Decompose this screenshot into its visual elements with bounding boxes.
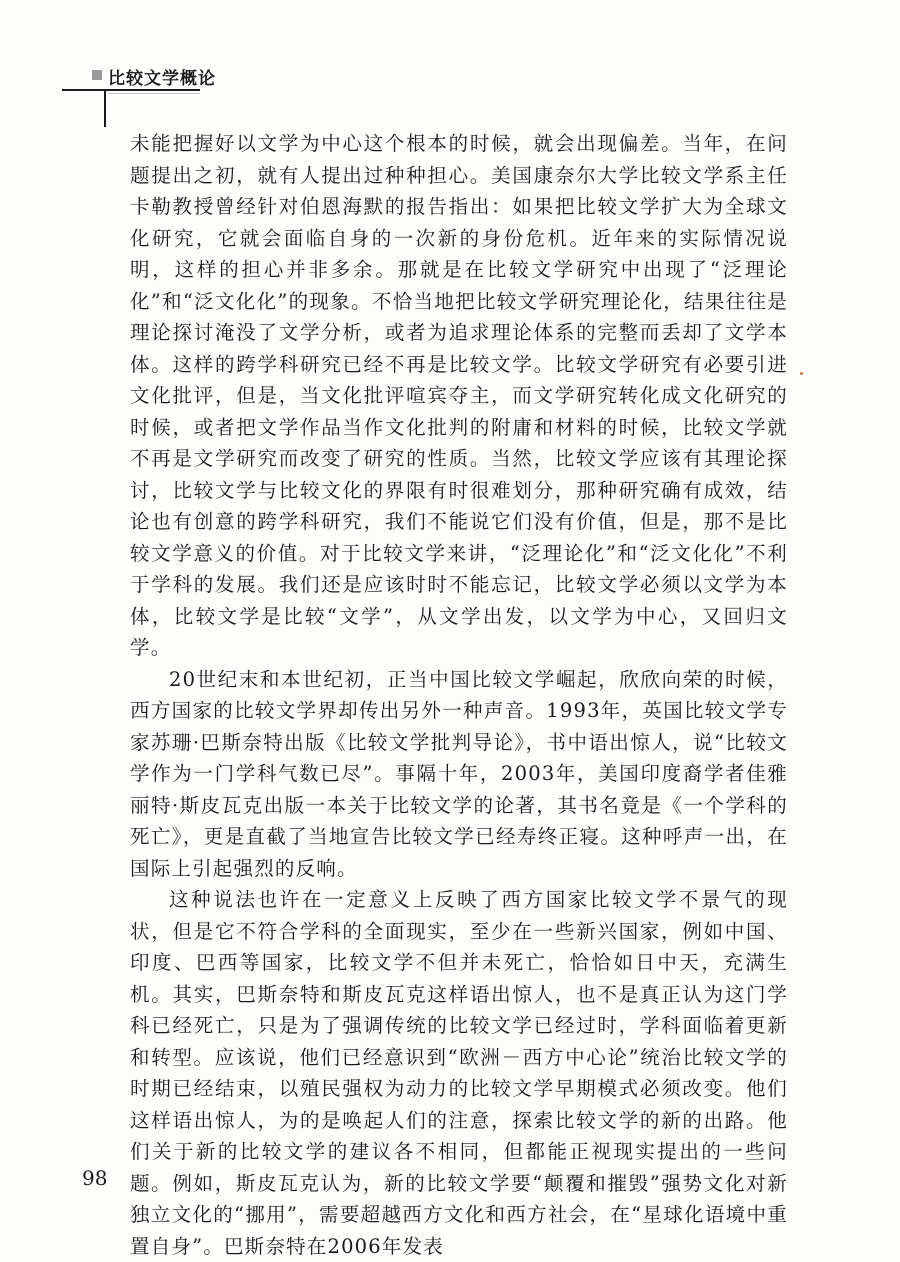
page-body (130, 128, 788, 1262)
header-square-ornament (92, 70, 102, 80)
running-header-title: 比较文学概论 (108, 69, 216, 89)
paragraph-3: 这种说法也许在一定意义上反映了西方国家比较文学不景气的现状，但是它不符合学科的全面现实，至少在一些新兴国家，例如中国、印度、巴西等国家，比较文学不但并未死亡，恰恰如日中天，充满生机。其实，巴斯奈特和斯皮瓦克这样语出惊人，也不是真正认为这门学科已经死亡，只是为了强调传统的比较文学已经过时，学科面临着更新和转型。应该说，他们已经意识到“欧洲－西方中心论”统治比较文学的时期已经结束，以殖民强权为动力的比较文学早期模式必须改变。他们这样语出惊人，为的是唤起人们的注意，探索比较文学的新的出路。他们关于新的比较文学的建议各不相同，但都能正视现实提出的一些问题。例如，斯皮瓦克认为，新的比较文学要“颠覆和摧毁”强势文化对新独立文化的“挪用”，需要超越西方文化和西方社会，在“星球化语境中重置自身”。巴斯奈特在2006年发表 (130, 888, 788, 1258)
page-number: 98 (82, 1166, 108, 1190)
header-rule-thin (108, 93, 200, 94)
header-rule (62, 89, 200, 91)
running-header (0, 60, 900, 130)
scan-speck (800, 372, 803, 375)
paragraph-1: 未能把握好以文学为中心这个根本的时候，就会出现偏差。当年，在问题提出之初，就有人提出过种种担心。美国康奈尔大学比较文学系主任卡勒教授曾经针对伯恩海默的报告指出：如果把比较文学扩大为全球文化研究，它就会面临自身的一次新的身份危机。近年来的实际情况说明，这样的担心并非多余。那就是在比较文学研究中出现了“泛理论化”和“泛文化化”的现象。不恰当地把比较文学研究理论化，结果往往是理论探讨淹没了文学分析，或者为追求理论体系的完整而丢却了文学本体。这样的跨学科研究已经不再是比较文学。比较文学研究有必要引进文化批评，但是，当文化批评喧宾夺主，而文学研究转化成文化研究的时候，或者把文学作品当作文化批判的附庸和材料的时候，比较文学就不再是文学研究而改变了研究的性质。当然，比较文学应该有其理论探讨，比较文学与比较文化的界限有时很难划分，那种研究确有成效，结论也有创意的跨学科研究，我们不能说它们没有价值，但是，那不是比较文学意义的价值。对于比较文学来讲，“泛理论化”和“泛文化化”不利于学科的发展。我们还是应该时时不能忘记，比较文学必须以文学为本体，比较文学是比较“文学”，从文学出发，以文学为中心，又回归文学。 (130, 132, 788, 659)
header-vertical-rule (104, 89, 106, 127)
paragraph-2: 20世纪末和本世纪初，正当中国比较文学崛起，欣欣向荣的时候，西方国家的比较文学界却传出另外一种声音。1993年，英国比较文学专家苏珊·巴斯奈特出版《比较文学批判导论》，书中语出惊人，说“比较文学作为一门学科气数已尽”。事隔十年，2003年，美国印度裔学者佳雅丽特·斯皮瓦克出版一本关于比较文学的论著，其书名竟是《一个学科的死亡》，更是直截了当地宣告比较文学已经寿终正寝。这种呼声一出，在国际上引起强烈的反响。 (130, 667, 788, 880)
